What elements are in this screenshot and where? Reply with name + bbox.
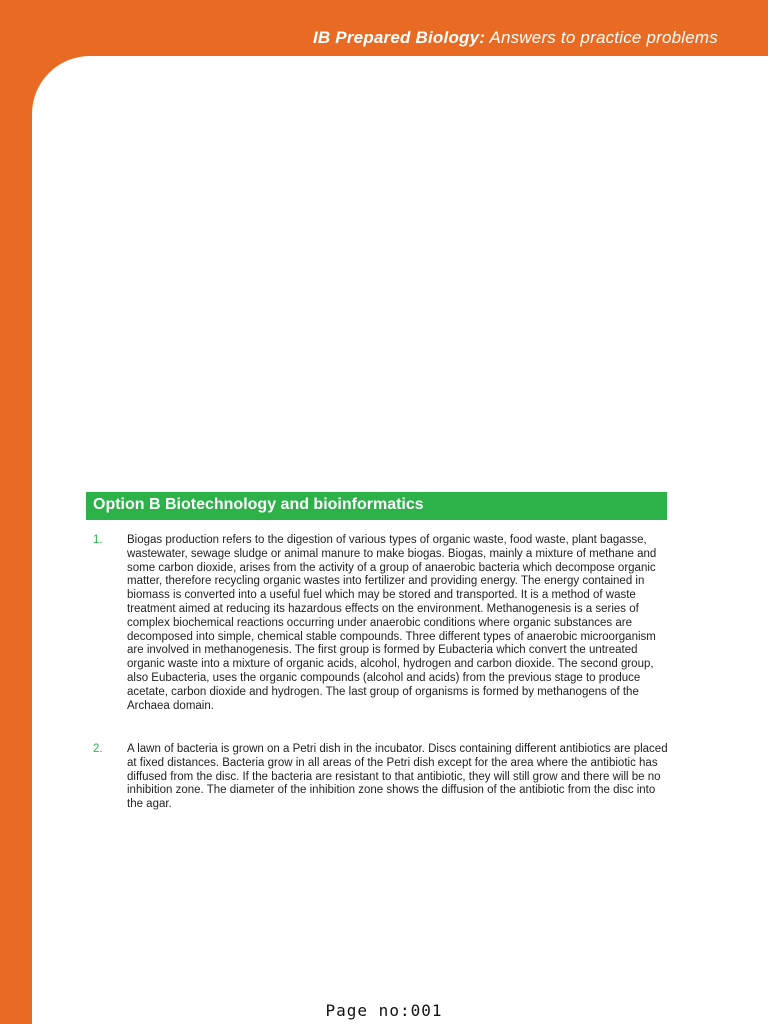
book-title: IB Prepared Biology:	[312, 28, 486, 47]
question-answer-text: A lawn of bacteria is grown on a Petri dish in the incubator. Discs containing different antibiotics are placed at fixed distances. Bacteria grow in all areas of the Petri dish except for the area where the antibiotic has diffused from the disc. If the bacteria are resistant to that antibiotic, they will still grow and there will be no inhibition zone. The diameter of the inhibition zone shows the diffusion of the antibiotic from the disc into the agar.	[127, 743, 668, 811]
question-item	[93, 534, 668, 713]
question-answer-text: Biogas production refers to the digestion of various types of organic waste, food waste, plant bagasse, wastewater, sewage sludge or animal manure to make biogas. Biogas, mainly a mixture of methane and some carbon dioxide, arises from the activity of a group of anaerobic bacteria which decompose organic matter, therefore recycling organic wastes into fertilizer and providing energy. The energy contained in biomass is converted into a useful fuel which may be stored and transported. It is a method of waste treatment aimed at reducing its hazardous effects on the environment. Methanogenesis is a series of complex biochemical reactions occurring under anaerobic conditions where organic substances are decomposed into simple, chemical stable compounds. Three different types of anaerobic microorganism are involved in methanogenesis. The first group is formed by Eubacteria which convert the untreated organic waste into a mixture of organic acids, alcohol, hydrogen and carbon dioxide. The second group, also Eubacteria, uses the organic compounds (alcohol and acids) from the previous stage to produce acetate, carbon dioxide and hydrogen. The last group of organisms is formed by methanogens of the Archaea domain.	[127, 534, 657, 712]
running-header	[313, 28, 718, 48]
book-subtitle: Answers to practice problems	[485, 28, 718, 47]
question-item	[93, 743, 668, 812]
question-number: 2.	[93, 743, 103, 755]
question-number: 1.	[93, 534, 103, 546]
page-number: Page no:001	[325, 1001, 443, 1020]
section-heading: Option B Biotechnology and bioinformatics	[86, 492, 667, 520]
